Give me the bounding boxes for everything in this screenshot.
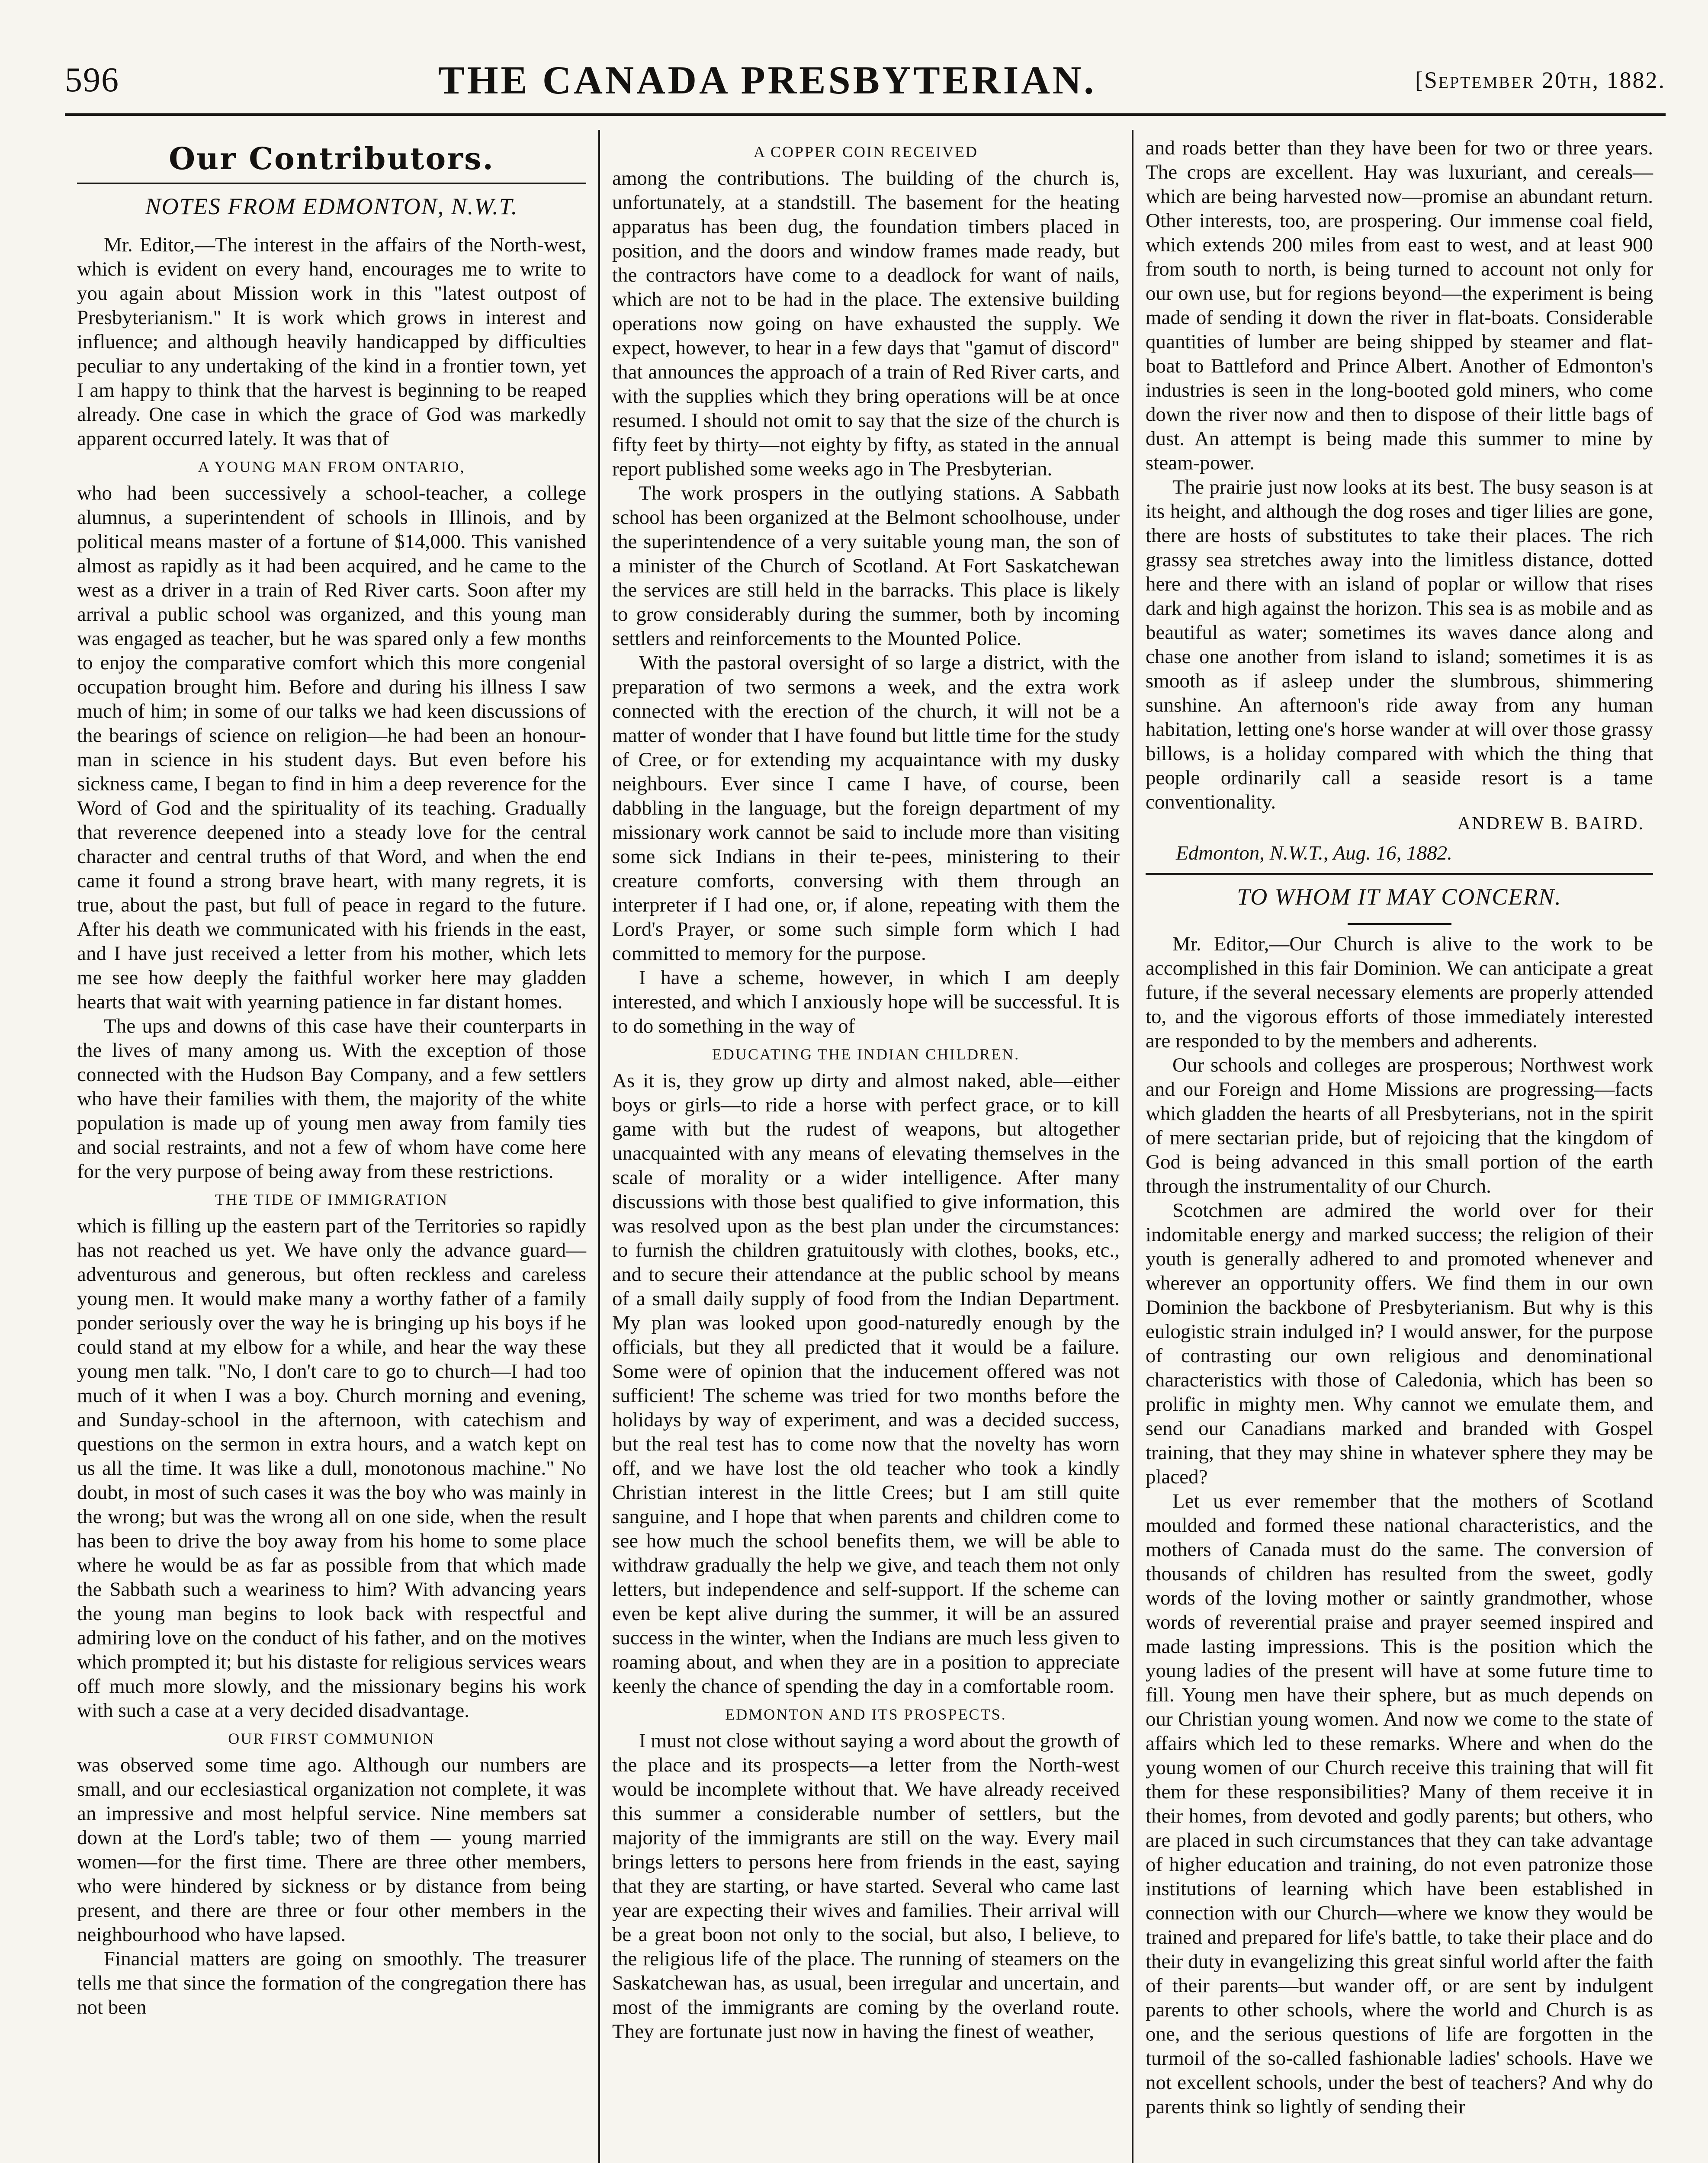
paragraph: which is filling up the eastern part of the Territories so rapidly has not reached us yet. We have only the advance guard—adventurous and generous, but often reckless and careless young men. It would make many a worthy father of a family ponder seriously over the way he is bringing up his boys if he could stand at my elbow for a while, and hear the way these young men talk. "No, I don't care to go to church—I had too much of it when I was a boy. Church morning and evening, and Sunday-school in the afternoon, with catechism and questions on the sermon in extra hours, and a watch kept on us all the time. It was like a dull, monotonous machine." No doubt, in most of such cases it was the boy who was mainly in the wrong; but was the wrong all on one side, when the result has been to drive the boy away from his home to some place where he would be as far as possible from that which made the Sabbath such a weariness to him? With advancing years the young man begins to look back with respectful and admiring love on the conduct of his father, and on the motives which prompted it; but his distaste for religious services wears off much more slowly, and the missionary begins his work with such a case at a very decided disadvantage. [77,1215,586,1722]
column-3 [1132,130,1665,2163]
paragraph: among the contributions. The building of the church is, unfortunately, at a standstill. The basement for the heating apparatus has been dug, the foundation timbers placed in position, and the doors and window frames made ready, but the contractors have come to a deadlock for want of nails, which are not to be had in the place. The extensive building operations now going on have exhausted the supply. We expect, however, to hear in a few days that "gamut of discord" that announces the approach of a train of Red River carts, and with the supplies which they bring operations will be at once resumed. I should not omit to say that the size of the church is fifty feet by thirty—not eighty by fifty, as stated in the annual report published some weeks ago in The Presbyterian. [612,167,1120,480]
section-rule [77,183,586,184]
paragraph: who had been successively a school-teacher, a college alumnus, a superintendent of schools in Illinois, and by political means master of a fortune of $14,000. This vanished almost as rapidly as it had been acquired, and he came to the west as a driver in a train of Red River carts. Soon after my arrival a public school was organized, and this young man was engaged as teacher, but he was spared only a few months to enjoy the comparative comfort which this more congenial occupation brought him. Before and during his illness I saw much of him; in some of our talks we had keen discussions of the bearings of science on religion—he had been an honour-man in science in his student days. But even before his sickness came, I began to find in him a deep reverence for the Word of God and the spirituality of its teaching. Gradually that reverence deepened into a steady love for the central character and central truths of that Word, and when the end came it found a strong brave heart, with many regrets, it is true, about the past, but full of peace in regard to the future. After his death we communicated with his friends in the east, and I have just received a letter from his mother, which lets me see how deeply the faithful worker here may gladden hearts that wait with yearning patience in far distant homes. [77,482,586,1013]
column-1 [65,130,598,2163]
paragraph: With the pastoral oversight of so large a district, with the preparation of two sermons a week, and the extra work connected with the erection of the church, it will not be a matter of wonder that I have found but little time for the study of Cree, or for extending my acquaintance with my dusky neighbours. Ever since I came I have, of course, been dabbling in the language, but the foreign department of my missionary work cannot be said to include more than visiting some sick Indians in their te-pees, ministering to their creature comforts, conversing with them through an interpreter if I had one, or, if alone, repeating with them the Lord's Prayer, or some such simple form which I had committed to memory for the purpose. [612,651,1120,965]
subheading-educating-indian-children: EDUCATING THE INDIAN CHILDREN. [712,1046,1020,1063]
paragraph: The ups and downs of this case have their counterparts in the lives of many among us. With the exception of those connected with the Hudson Bay Company, and a few settlers who have their families with them, the majority of the white population is made up of young men away from family ties and social restraints, and not a few of whom have come here for the very purpose of being away from these restrictions. [77,1015,586,1183]
newspaper-title: THE CANADA PRESBYTERIAN. [438,58,1097,102]
issue-date: [September 20th, 1882. [1415,67,1666,93]
subheading-tide-of-immigration: THE TIDE OF IMMIGRATION [215,1191,449,1208]
paragraph: Our schools and colleges are prosperous; Northwest work and our Foreign and Home Missions are progressing—facts which gladden the hearts of all Presbyterians, not in the spirit of mere sectarian pride, but of rejoicing that the kingdom of God is being advanced in this small portion of the earth through the instrumentality of our Church. [1146,1054,1653,1197]
paragraph: Mr. Editor,—The interest in the affairs of the North-west, which is evident on every hand, encourages me to write to you again about Mission work in this "latest outpost of Presbyterianism." It is work which grows in interest and influence; and although heavily handicapped by difficulties peculiar to any undertaking of the kind in a frontier town, yet I am happy to think that the harvest is beginning to be reaped already. One case in which the grace of God was markedly apparent occurred lately. It was that of [77,234,586,450]
paragraph: I have a scheme, however, in which I am deeply interested, and which I anxiously hope will be successful. It is to do something in the way of [612,966,1120,1037]
paragraph: The prairie just now looks at its best. The busy season is at its height, and although the dog roses and tiger lilies are gone, there are hosts of substitutes to take their places. The rich grassy sea stretches away into the limitless distance, dotted here and there with an island of poplar or willow that rises dark and high against the horizon. This sea is as mobile and as beautiful as water; sometimes its waves dance along and chase one another from island to island; sometimes it is as smooth as if asleep under the slumbrous, shimmering sunshine. An afternoon's ride away from any human habitation, letting one's horse wander at will over those grassy billows, is a holiday compared with which the thing that people ordinarily call a seaside resort is a tame conventionality. [1146,476,1653,813]
paragraph: Let us ever remember that the mothers of Scotland moulded and formed these national characteristics, and the mothers of Canada must do the same. The conversion of thousands of children has resulted from the sweet, godly words of the loving mother or saintly grandmother, whose words of reverential praise and prayer seemed inspired and made lasting impressions. This is the position which the young ladies of the present will have at some future time to fill. Young men have their sphere, but as much depends on our Christian young women. And now we come to the state of affairs which led to these remarks. Where and when do the young women of our Church receive this training that will fit them for these responsibilities? Many of them receive it in their homes, from devoted and godly parents; but others, who are placed in such circumstances that they can take advantage of higher education and training, do not even patronize those institutions of learning which have been established in connection with our Church—where we know they would be trained and prepared for life's battle, to take their place and do their duty in evangelizing this great sinful world after the faith of their parents—but wander off, or are sent by indulgent parents to other schools, where the world and Church is as one, and the serious questions of life are forgotten in the turmoil of the so-called fashionable ladies' schools. Have we not excellent schools, under the best of teachers? And why do parents think so lightly of sending their [1146,1490,1653,2118]
article-separator [1146,873,1653,875]
paragraph: Financial matters are going on smoothly. The treasurer tells me that since the formation of the congregation there has not been [77,1948,586,2019]
paragraph: As it is, they grow up dirty and almost naked, able—either boys or girls—to ride a horse with perfect grace, or to kill game with but the rudest of weapons, but altogether unacquainted with any means of elevating themselves in the scale of morality or a wider intelligence. After many discussions with those best qualified to give information, this was resolved upon as the best plan under the circumstances: to furnish the children gratuitously with clothes, books, etc., and to secure their attendance at the public school by means of a small daily supply of food from the Indian Department. My plan was looked upon good-naturedly enough by the officials, but they all predicted that it would be a failure. Some were of opinion that the inducement offered was not sufficient! The scheme was tried for two months before the holidays by way of experiment, and was a decided success, but the real test has to come now that the novelty has worn off, and we have lost the old teacher who took a kindly Christian interest in the little Crees; but I am still quite sanguine, and I hope that when parents and children come to see how much the school benefits them, we will be able to withdraw gradually the help we give, and teach them not only letters, but independence and self-support. If the scheme can even be kept alive during the summer, it will be an assured success in the winter, when the Indians are much less given to roaming about, and when they are in a position to appreciate keenly the chance of spending the day in a comfortable room. [612,1069,1120,1698]
column-2 [598,130,1132,2163]
paragraph: and roads better than they have been for two or three years. The crops are excellent. Hay was luxuriant, and cereals—which are being harvested now—promise an abundant return. Other interests, too, are prospering. Our immense coal field, which extends 200 miles from east to west, and at least 900 from south to north, is being turned to account not only for our own use, but for regions beyond—the experiment is being made of sending it down the river in flat-boats. Considerable quantities of lumber are being shipped by steamer and flat-boat to Battleford and Prince Albert. Another of Edmonton's industries is seen in the long-booted gold miners, who come down the river now and then to dispose of their little bags of dust. An attempt is being made this summer to mine by steam-power. [1146,137,1653,474]
paragraph: The work prospers in the outlying stations. A Sabbath school has been organized at the Belmont schoolhouse, under the superintendence of a very suitable young man, the son of a minister of the Church of Scotland. At Fort Saskatchewan the services are still held in the barracks. This place is likely to grow considerably during the summer, both by incoming settlers and reinforcements to the Mounted Police. [612,482,1120,650]
subheading-copper-coin: A COPPER COIN RECEIVED [753,143,979,160]
paragraph: Scotchmen are admired the world over for their indomitable energy and marked success; the religion of their youth is generally adhered to and promoted whenever and wherever an opportunity offers. We find them in our own Dominion the backbone of Presbyterianism. But why is this eulogistic strain indulged in? I would answer, for the purpose of contrasting our own religious and denominational characteristics with those of Caledonia, which has been so prolific in mighty men. Why cannot we emulate them, and send our Canadians marked and branded with Gospel training, that they may shine in whatever sphere they may be placed? [1146,1199,1653,1488]
article-title-to-whom-it-may-concern: TO WHOM IT MAY CONCERN. [1237,884,1562,910]
article-title-notes-from-edmonton: NOTES FROM EDMONTON, N.W.T. [145,193,518,219]
subheading-first-communion: OUR FIRST COMMUNION [228,1730,435,1747]
column-layout [65,130,1666,2163]
paragraph: was observed some time ago. Although our numbers are small, and our ecclesiastical organization not complete, it was an impressive and most helpful service. Nine members sat down at the Lord's table; two of them — young married women—for the first time. There are three other members, who were hindered by sickness or by distance from being present, and there are three or four other members in the neighbourhood who have lapsed. [77,1754,586,1946]
page-number: 596 [65,61,119,99]
subheading-young-man: A YOUNG MAN FROM ONTARIO, [198,458,466,475]
section-heading: Our Contributors. [169,141,494,177]
paragraph: I must not close without saying a word about the growth of the place and its prospects—a letter from the North-west would be incomplete without that. We have already received this summer a considerable number of settlers, but the majority of the immigrants are still on the way. Every mail brings letters to persons here from friends in the east, saying that they are starting, or have started. Several who came last year are expecting their wives and families. Their arrival will be a great boon not only to the social, but also, I believe, to the religious life of the place. The running of steamers on the Saskatchewan has, as usual, been irregular and uncertain, and most of the immigrants are coming by the overland route. They are fortunate just now in having the finest of weather, [612,1730,1120,2043]
title-underline [1348,923,1451,925]
author-signature: ANDREW B. BAIRD. [1457,814,1644,834]
paragraph: Mr. Editor,—Our Church is alive to the work to be accomplished in this fair Dominion. We can anticipate a great future, if the several necessary elements are properly attended to, and the vigorous efforts of those immediately interested are responded to by the members and adherents. [1146,933,1653,1052]
signature-line [1146,813,1653,838]
article-dateline: Edmonton, N.W.T., Aug. 16, 1882. [1176,842,1452,864]
masthead [65,52,1666,108]
masthead-rule [65,113,1666,116]
subheading-edmonton-prospects: EDMONTON AND ITS PROSPECTS. [725,1706,1007,1723]
